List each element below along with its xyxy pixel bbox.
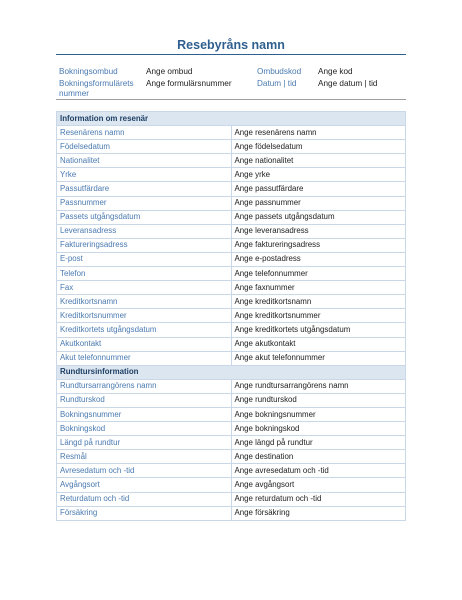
field-label: Akut telefonnummer: [57, 351, 232, 365]
date-time-field[interactable]: Ange datum | tid: [318, 79, 378, 88]
field-value[interactable]: Ange kreditkortets utgångsdatum: [231, 323, 406, 337]
booking-agent-field[interactable]: Ange ombud: [146, 67, 193, 76]
field-label: Bokningskod: [57, 422, 232, 436]
field-value[interactable]: Ange destination: [231, 450, 406, 464]
table-row: [57, 154, 406, 168]
field-label: Resmål: [57, 450, 232, 464]
field-value[interactable]: Ange yrke: [231, 168, 406, 182]
section-header-row: [57, 365, 406, 379]
field-label: Avresedatum och -tid: [57, 464, 232, 478]
field-value[interactable]: Ange leveransadress: [231, 224, 406, 238]
table-row: [57, 464, 406, 478]
field-label: Resenärens namn: [57, 126, 232, 140]
field-value[interactable]: Ange avresedatum och -tid: [231, 464, 406, 478]
table-row: [57, 210, 406, 224]
field-label: Rundturskod: [57, 393, 232, 407]
field-label: Kreditkortsnummer: [57, 309, 232, 323]
field-label: Leveransadress: [57, 224, 232, 238]
section-header-row: [57, 112, 406, 126]
field-value[interactable]: Ange akut telefonnummer: [231, 351, 406, 365]
form-page: [56, 38, 406, 521]
field-label: Nationalitet: [57, 154, 232, 168]
field-label: Passutfärdare: [57, 182, 232, 196]
field-label: Avgångsort: [57, 478, 232, 492]
field-value[interactable]: Ange födelsedatum: [231, 140, 406, 154]
details-table: [56, 111, 406, 521]
table-row: [57, 295, 406, 309]
field-label: Fax: [57, 281, 232, 295]
field-value[interactable]: Ange akutkontakt: [231, 337, 406, 351]
table-row: [57, 506, 406, 520]
field-value[interactable]: Ange passnummer: [231, 196, 406, 210]
table-row: [57, 140, 406, 154]
field-label: Kreditkortsnamn: [57, 295, 232, 309]
page-title: Resebyråns namn: [177, 38, 285, 52]
field-value[interactable]: Ange avgångsort: [231, 478, 406, 492]
table-row: [57, 281, 406, 295]
agent-code-field[interactable]: Ange kod: [318, 67, 353, 76]
field-value[interactable]: Ange resenärens namn: [231, 126, 406, 140]
table-row: [57, 436, 406, 450]
table-row: [57, 407, 406, 421]
field-label: Yrke: [57, 168, 232, 182]
table-row: [57, 224, 406, 238]
booking-form-number-field[interactable]: Ange formulärsnummer: [146, 79, 232, 88]
header-separator: [56, 99, 406, 100]
field-label: Födelsedatum: [57, 140, 232, 154]
table-row: [57, 126, 406, 140]
field-label: Faktureringsadress: [57, 238, 232, 252]
table-row: [57, 252, 406, 266]
field-label: Rundtursarrangörens namn: [57, 379, 232, 393]
field-value[interactable]: Ange returdatum och -tid: [231, 492, 406, 506]
field-label: Telefon: [57, 267, 232, 281]
table-row: [57, 337, 406, 351]
field-label: Passnummer: [57, 196, 232, 210]
table-row: [57, 168, 406, 182]
field-value[interactable]: Ange kreditkortsnamn: [231, 295, 406, 309]
field-value[interactable]: Ange passets utgångsdatum: [231, 210, 406, 224]
field-value[interactable]: Ange försäkring: [231, 506, 406, 520]
table-row: [57, 450, 406, 464]
table-row: [57, 182, 406, 196]
field-label: Bokningsnummer: [57, 407, 232, 421]
field-label: Passets utgångsdatum: [57, 210, 232, 224]
table-row: [57, 379, 406, 393]
table-row: [57, 492, 406, 506]
field-value[interactable]: Ange nationalitet: [231, 154, 406, 168]
field-label: Akutkontakt: [57, 337, 232, 351]
table-row: [57, 238, 406, 252]
section-heading: Information om resenär: [57, 112, 406, 126]
table-row: [57, 351, 406, 365]
booking-info-block: [56, 55, 406, 99]
table-row: [57, 323, 406, 337]
date-time-label: Datum | tid: [257, 79, 297, 88]
field-value[interactable]: Ange längd på rundtur: [231, 436, 406, 450]
booking-agent-label: Bokningsombud: [59, 67, 118, 76]
field-label: Längd på rundtur: [57, 436, 232, 450]
booking-form-number-label: Bokningsformulärets nummer: [59, 79, 134, 98]
table-row: [57, 478, 406, 492]
field-label: Kreditkortets utgångsdatum: [57, 323, 232, 337]
field-value[interactable]: Ange rundturskod: [231, 393, 406, 407]
field-value[interactable]: Ange rundtursarrangörens namn: [231, 379, 406, 393]
field-value[interactable]: Ange telefonnummer: [231, 267, 406, 281]
table-row: [57, 267, 406, 281]
field-value[interactable]: Ange faxnummer: [231, 281, 406, 295]
table-row: [57, 196, 406, 210]
field-label: Försäkring: [57, 506, 232, 520]
field-value[interactable]: Ange passutfärdare: [231, 182, 406, 196]
field-value[interactable]: Ange bokningsnummer: [231, 407, 406, 421]
section-heading: Rundtursinformation: [57, 365, 406, 379]
field-label: E-post: [57, 252, 232, 266]
field-value[interactable]: Ange bokningskod: [231, 422, 406, 436]
table-row: [57, 309, 406, 323]
table-row: [57, 393, 406, 407]
field-label: Returdatum och -tid: [57, 492, 232, 506]
field-value[interactable]: Ange faktureringsadress: [231, 238, 406, 252]
table-row: [57, 422, 406, 436]
field-value[interactable]: Ange e-postadress: [231, 252, 406, 266]
agent-code-label: Ombudskod: [257, 67, 302, 76]
field-value[interactable]: Ange kreditkortsnummer: [231, 309, 406, 323]
